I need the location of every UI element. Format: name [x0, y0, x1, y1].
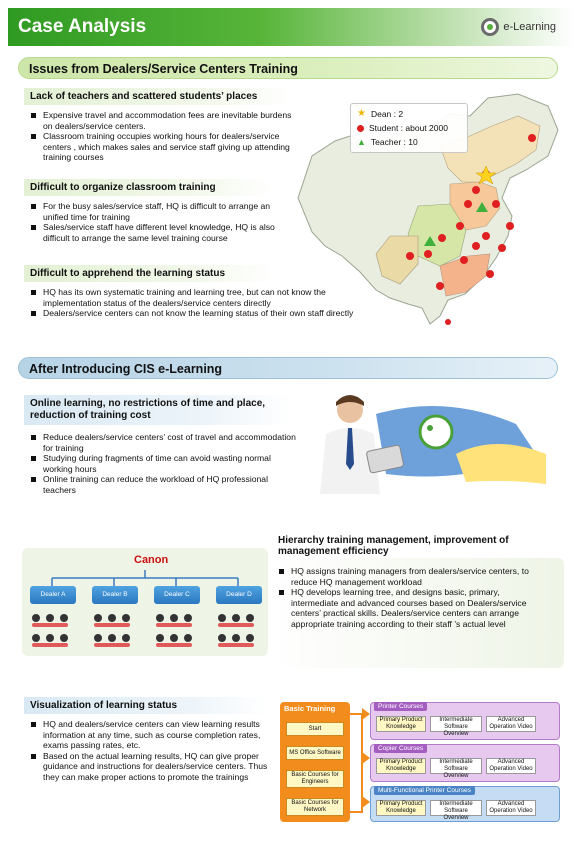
step-basic-engineers: Basic Courses for Engineers: [286, 770, 344, 788]
dealer-b: Dealer B: [92, 586, 138, 604]
elearning-logo: [481, 18, 556, 36]
dealer-d: Dealer D: [216, 586, 262, 604]
section2-block3-list: [28, 719, 268, 782]
step-basic-network: Basic Courses for Network: [286, 798, 344, 816]
copier-intermediate: Intermediate Software Overview: [430, 758, 482, 774]
org-chart: [22, 548, 268, 656]
mfp-primary: Primary Product Knowledge: [376, 800, 426, 816]
learning-tree-diagram: [276, 700, 566, 824]
section2-header: After Introducing CIS e-Learning: [18, 357, 558, 379]
staff-icons: [22, 608, 268, 652]
basic-training-title: Basic Training: [284, 704, 336, 713]
list-item: Classroom training occupies working hours for dealers/service centers , which makes sales and service staff giving up attending training courses: [28, 131, 292, 163]
org-top-label: Canon: [134, 554, 169, 566]
list-item: HQ and dealers/service centers can view learning results information at any time, such as course completion rates, exams passing rates, etc.: [28, 719, 268, 751]
list-item: Based on the actual learning results, HQ can give proper guidance and instructions for dealers/service centers. Thus they can make proper actions to promote the trainings: [28, 751, 268, 783]
mfp-advanced: Advanced Operation Video: [486, 800, 536, 816]
list-item: Dealers/service centers can not know the learning status of their own staff directly: [28, 308, 358, 319]
section1-block3-heading: Difficult to apprehend the learning status: [24, 265, 274, 282]
list-item: HQ has its own systematic training and learning tree, but can not know the implementation status of the dealers/service centers directly: [28, 287, 358, 308]
printer-intermediate: Intermediate Software Overview: [430, 716, 482, 732]
printer-advanced: Advanced Operation Video: [486, 716, 536, 732]
moon-shape: [456, 444, 546, 484]
section2-block1-heading: Online learning, no restrictions of time and place, reduction of training cost: [24, 395, 292, 425]
elearning-illustration: [306, 384, 556, 494]
step-start: Start: [286, 722, 344, 736]
logo-icon: [481, 18, 499, 36]
logo-badge-dot: [427, 425, 433, 431]
star-icon: ★: [357, 108, 366, 119]
section1-block1-list: [28, 110, 292, 163]
copier-advanced: Advanced Operation Video: [486, 758, 536, 774]
section2-block1-list: [28, 432, 302, 495]
section2-block2-list: [276, 566, 548, 629]
section1-block2-list: [28, 201, 278, 243]
section1-block2-heading: Difficult to organize classroom training: [24, 179, 274, 196]
section1-header: Issues from Dealers/Service Centers Training: [18, 57, 558, 79]
dot-icon: [357, 125, 364, 132]
dealer-c: Dealer C: [154, 586, 200, 604]
step-ms-office: MS Office Software: [286, 746, 344, 760]
list-item: Studying during fragments of time can avoid wasting normal working hours: [28, 453, 302, 474]
copier-primary: Primary Product Knowledge: [376, 758, 426, 774]
page-title: Case Analysis: [18, 16, 147, 37]
group-mfp-title: Multi-Functional Printer Courses: [374, 786, 475, 795]
list-item: Sales/service staff have different level knowledge, HQ is also difficult to arrange the same level training course: [28, 222, 278, 243]
mfp-intermediate: Intermediate Software Overview: [430, 800, 482, 816]
dealer-a: Dealer A: [30, 586, 76, 604]
list-item: HQ develops learning tree, and designs basic, primary, intermediate and advanced courses based on Dealers/service centers’ practical skills. Dealers/service centers can arrange appropriate training according to their staff ’s actual level: [276, 587, 548, 629]
title-bar: [8, 8, 574, 46]
list-item: Reduce dealers/service centers’ cost of travel and accommodation for training: [28, 432, 302, 453]
list-item: Online training can reduce the workload of HQ professional teachers: [28, 474, 302, 495]
logo-text: e-Learning: [503, 21, 556, 33]
list-item: For the busy sales/service staff, HQ is difficult to arrange an unified time for training: [28, 201, 278, 222]
map-legend: [350, 103, 468, 153]
printer-primary: Primary Product Knowledge: [376, 716, 426, 732]
section2-block2-heading: Hierarchy training management, improvement of management efficiency: [272, 532, 534, 560]
list-item: Expensive travel and accommodation fees are inevitable burdens on dealers/service centers.: [28, 110, 292, 131]
legend-teacher: ▲ Teacher : 10: [357, 137, 418, 147]
triangle-icon: ▲: [357, 137, 366, 147]
list-item: HQ assigns training managers from dealers/service centers, to reduce HQ management workload: [276, 566, 548, 587]
section2-block3-heading: Visualization of learning status: [24, 697, 268, 714]
legend-student: Student : about 2000: [357, 121, 461, 135]
group-copier-title: Copier Courses: [374, 744, 427, 753]
section1-block1-heading: Lack of teachers and scattered students’ places: [24, 88, 292, 105]
legend-dean: ★ Dean : 2: [357, 108, 404, 119]
group-printer-title: Printer Courses: [374, 702, 427, 711]
logo-badge-icon: [420, 416, 452, 448]
flow-arrows: [346, 700, 372, 824]
